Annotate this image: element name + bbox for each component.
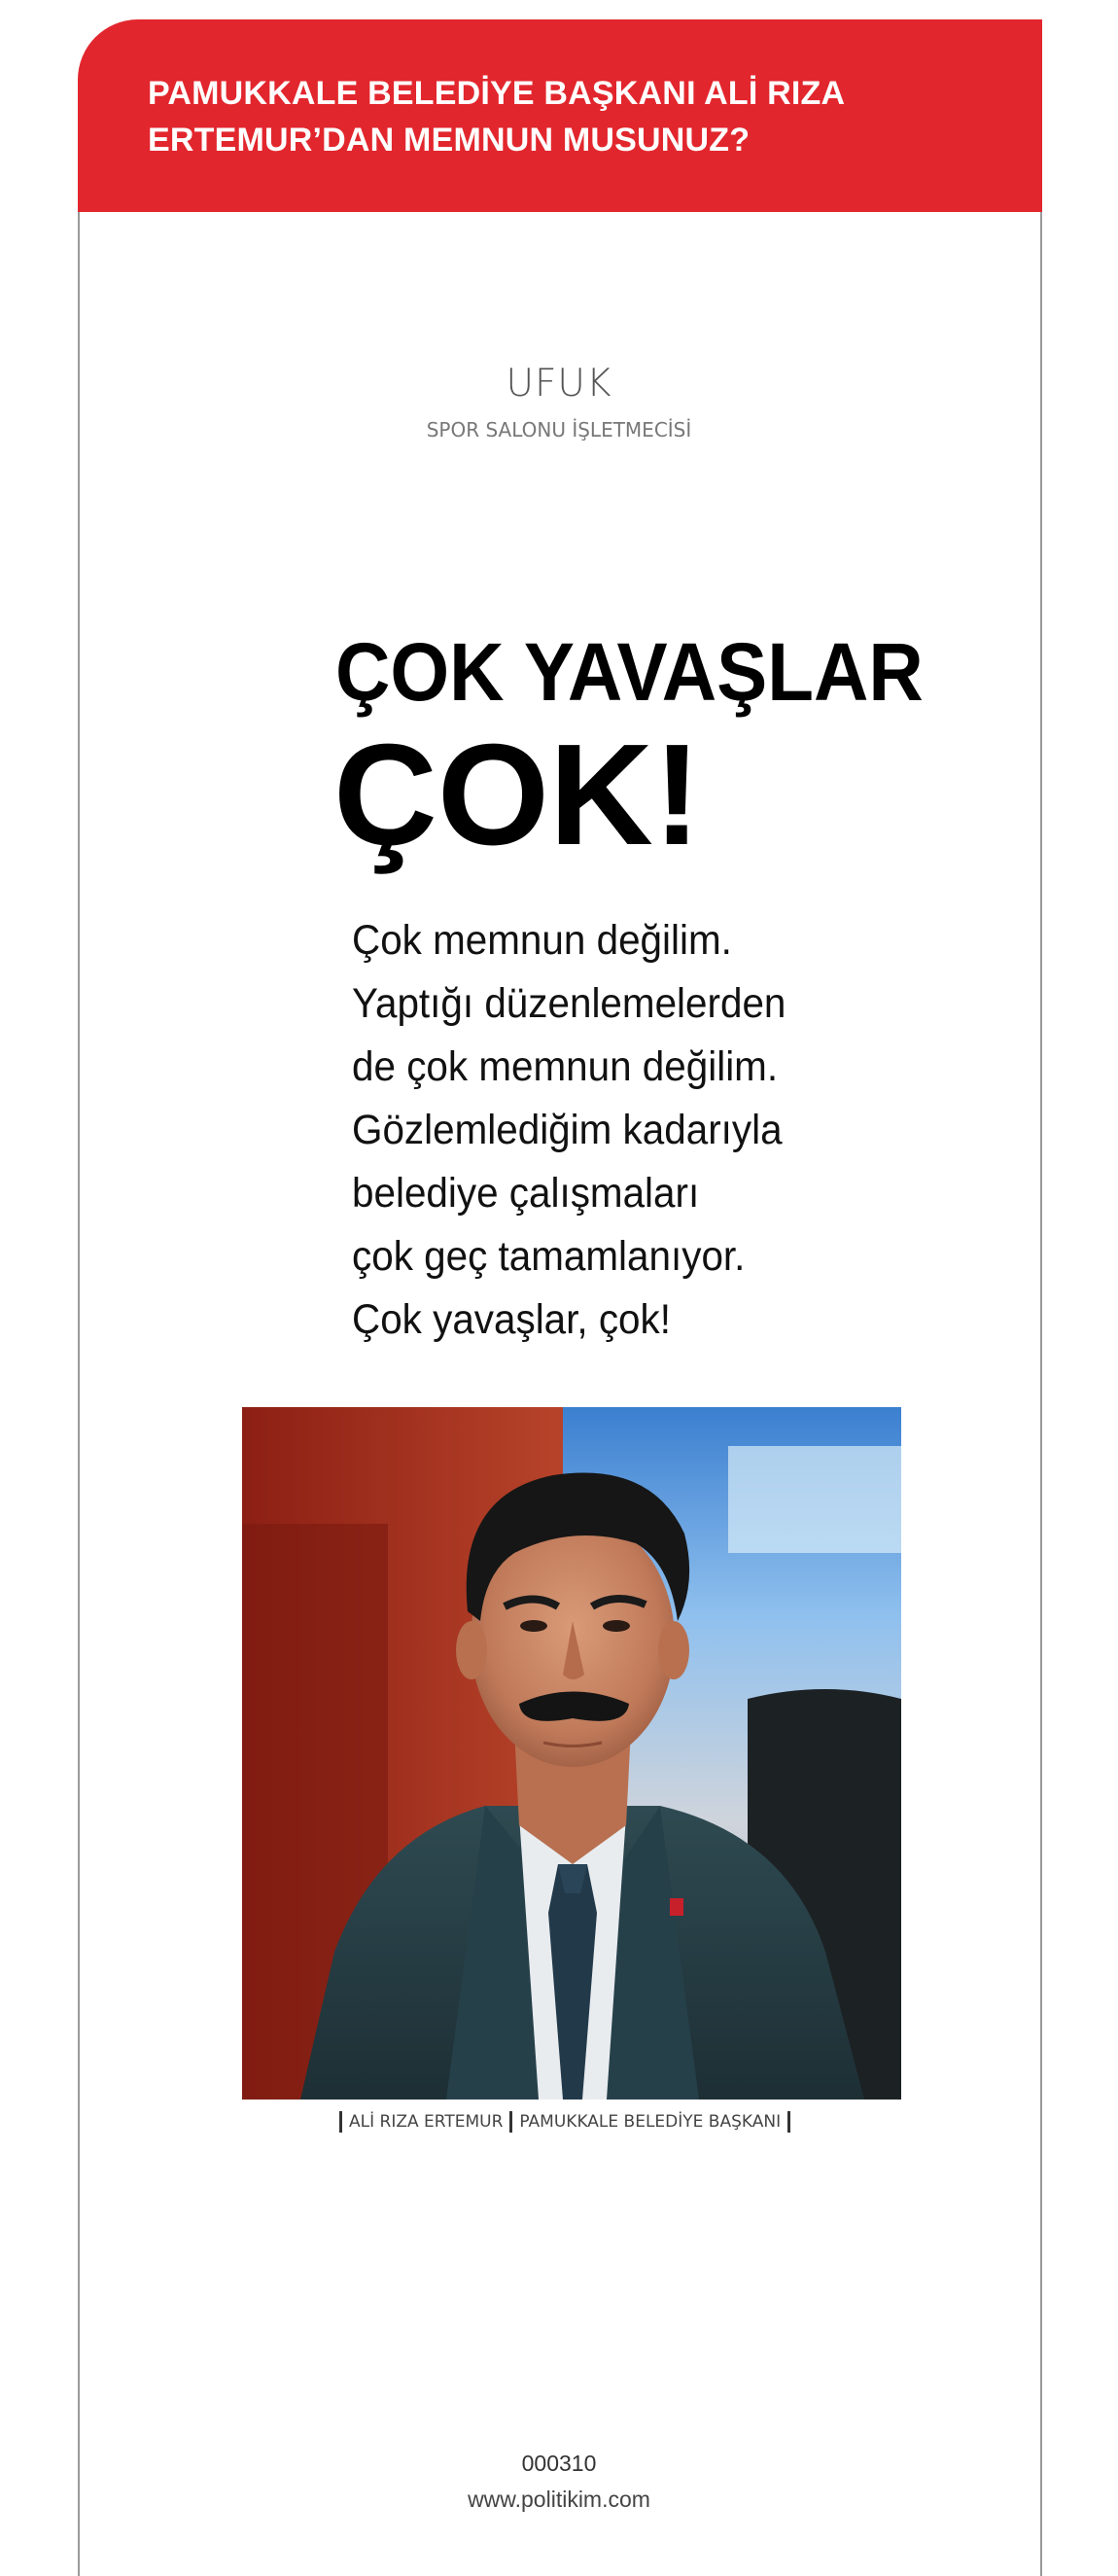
quote-line: de çok memnun değilim. — [352, 1043, 779, 1090]
footer-website-link[interactable]: www.politikim.com — [468, 2487, 650, 2512]
frame-right-border — [1040, 212, 1042, 2576]
headline-line-1: ÇOK YAVAŞLAR — [335, 626, 924, 718]
footer-code: 000310 — [521, 2451, 597, 2476]
quote-line: Çok yavaşlar, çok! — [352, 1296, 671, 1343]
quote-line: belediye çalışmaları — [352, 1170, 700, 1217]
caption-divider — [339, 2111, 342, 2133]
header-title: PAMUKKALE BELEDİYE BAŞKANI ALİ RIZA ERTEMUR’DAN MEMNUN MUSUNUZ? — [148, 75, 844, 159]
frame-left-border — [78, 212, 80, 2576]
caption-name: ALİ RIZA ERTEMUR — [349, 2112, 504, 2132]
caption-title: PAMUKKALE BELEDİYE BAŞKANI — [519, 2112, 782, 2132]
quote-line: Çok memnun değilim. — [352, 917, 732, 964]
portrait-illustration — [242, 1407, 901, 2100]
caption-divider — [787, 2111, 790, 2133]
quote-line: Yaptığı düzenlemelerden — [352, 980, 786, 1027]
photo-caption — [332, 2110, 797, 2134]
header-banner — [78, 19, 1042, 212]
respondent-name: UFUK — [506, 362, 612, 406]
respondent-role: SPOR SALONU İŞLETMECİSİ — [426, 418, 692, 441]
quote-line: Gözlemlediğim kadarıyla — [352, 1107, 783, 1153]
respondent-quote — [352, 909, 896, 1352]
quote-line: çok geç tamamlanıyor. — [352, 1233, 746, 1280]
headline-line-2: ÇOK! — [333, 715, 702, 875]
caption-divider — [509, 2111, 512, 2133]
mayor-portrait-photo — [242, 1407, 901, 2100]
